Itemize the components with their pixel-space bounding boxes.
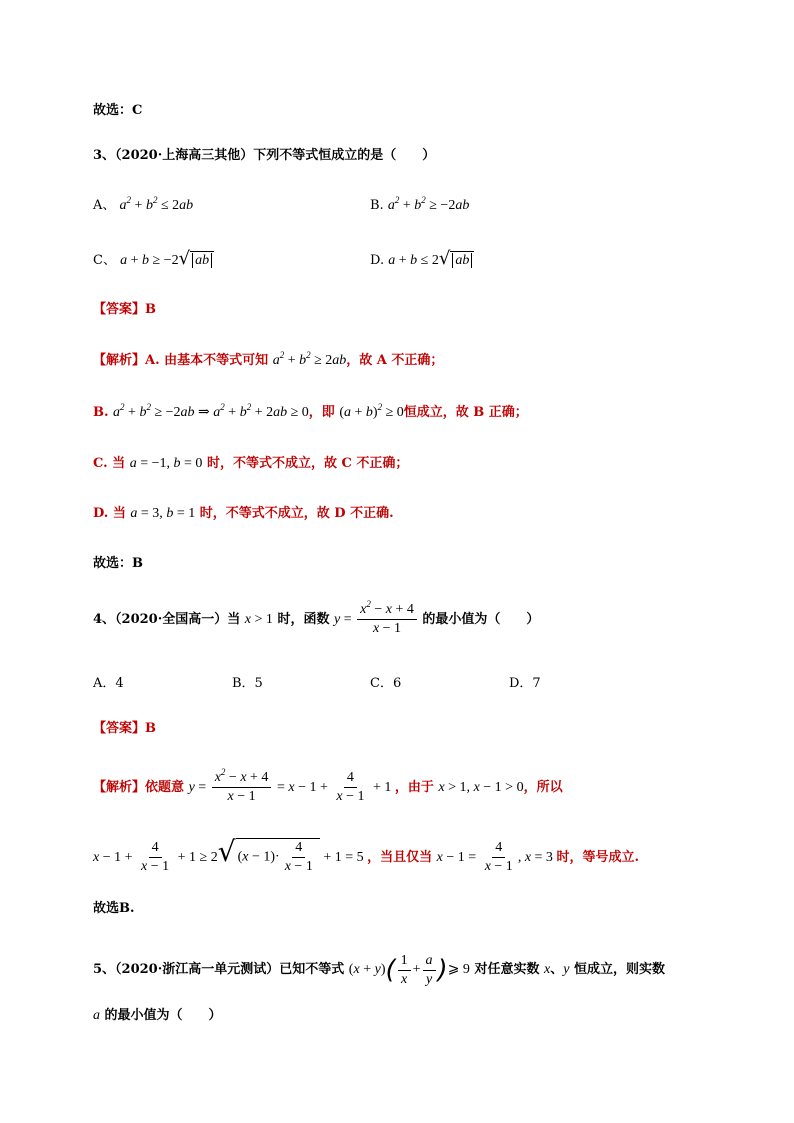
q3-option-c: C、 a + b ≥ −2√ ab — [93, 248, 214, 272]
q3-analysis-a-formula: $a^2 + b^2 \ge 2ab$ — [272, 350, 347, 368]
q4-option-c: C．6 — [370, 676, 402, 691]
q4-function: y = $\frac{x^2 - x + 4}{x - 1}$ — [334, 612, 422, 627]
q4-condition: x > 1 — [244, 612, 273, 627]
q3-option-b: B. $a^2 + b^2 \ge -2ab$ — [370, 195, 470, 213]
q5-inequality: (x + y)( $\frac{1}{x}$ + $\frac{a}{y}$ )⩾ 9 — [348, 952, 470, 987]
q3-analysis-a: 【解析】A. 由基本不等式可知 $a^2 + b^2 \ge 2ab$，故 A 不正确； — [93, 350, 444, 368]
q3-option-b-formula: $a^2 + b^2 \ge -2ab$ — [387, 195, 470, 213]
q5-var-y: y — [563, 962, 570, 978]
q3-option-a-formula: $a^2 + b^2 \le 2ab$ — [119, 195, 194, 213]
q4-choice: 故选B. — [93, 901, 135, 916]
q3-stem: 3、（2020·上海高三其他）下列不等式恒成立的是（ ） — [93, 148, 436, 163]
q4-answer: 【答案】B — [93, 721, 156, 736]
q5-var-x: x — [544, 962, 551, 978]
q4-option-a: A．4 — [93, 676, 124, 691]
q4-analysis-formula2: x − 1 + $\frac{4}{x - 1}$ + 1 ≥ 2√ (x − 1)· $\frac{4}{x - 1}$ + 1 = 5 — [93, 835, 364, 875]
q3-analysis-b: B. $a^2 + b^2 \ge -2ab$ ⇒ $a^2 + b^2 + 2ab \ge 0$，即 $(a + b)^2 \ge 0$恒成立，故 B 正确； — [93, 402, 528, 420]
q4-stem: 4、（2020·全国高一）当 x > 1 时，函数 y = $\frac{x^2 - x + 4}{x - 1}$ 的最小值为（ ） — [93, 599, 540, 637]
q4-analysis-line1: 【解析】依题意 y = $\frac{x^2 - x + 4}{x - 1}$ = x − 1 + $\frac{4}{x - 1}$ + 1 ，由于 x > 1, x − 1 > 0，所以 — [93, 767, 563, 805]
q3-analysis-c: C. 当 a = −1, b = 0 时，不等式不成立，故 C 不正确； — [93, 456, 409, 471]
prev-answer-choice: 故选：C — [93, 103, 143, 118]
q3-choice: 故选：B — [93, 556, 143, 571]
q4-option-d: D．7 — [509, 676, 541, 691]
q3-analysis-b-square: $(a + b)^2 \ge 0$ — [339, 402, 404, 420]
q3-analysis-d-formula: a = 3, b = 1 — [130, 506, 196, 521]
q4-analysis-line2: x − 1 + $\frac{4}{x - 1}$ + 1 ≥ 2√ (x − 1)· $\frac{4}{x - 1}$ + 1 = 5 ，当且仅当 x − 1 = $\frac{4}{x - 1}$ , x = 3 时，等号成立. — [93, 835, 639, 875]
q5-stem: 5、（2020·浙江高一单元测试）已知不等式 (x + y)( $\frac{1}{x}$ + $\frac{a}{y}$ )⩾ 9 对任意实数 x、y 恒成立，则实数 — [93, 952, 666, 987]
q4-analysis-condition: x > 1, x − 1 > 0 — [438, 780, 524, 795]
q3-analysis-d: D. 当 a = 3, b = 1 时，不等式不成立，故 D 不正确. — [93, 506, 394, 521]
q3-option-d-formula: a + b ≤ 2√ ab — [388, 253, 474, 268]
q3-analysis-c-formula: a = −1, b = 0 — [129, 456, 203, 471]
q5-var-a: a — [93, 1008, 100, 1023]
q4-analysis-equality: x − 1 = $\frac{4}{x - 1}$ , x = 3 — [436, 840, 553, 875]
q3-answer: 【答案】B — [93, 302, 156, 317]
q3-analysis-b-formula: $a^2 + b^2 \ge -2ab$ ⇒ $a^2 + b^2 + 2ab \ge 0$ — [113, 402, 309, 420]
q3-option-c-formula: a + b ≥ −2√ ab — [120, 253, 214, 268]
q3-option-d: D. a + b ≤ 2√ ab — [370, 248, 474, 272]
q4-option-b: B．5 — [232, 676, 263, 691]
q5-stem-line2: a 的最小值为（ ） — [93, 1008, 222, 1023]
q4-analysis-formula1: y = $\frac{x^2 - x + 4}{x - 1}$ = x − 1 + $\frac{4}{x - 1}$ + 1 — [188, 767, 392, 805]
q3-option-a: A、 $a^2 + b^2 \le 2ab$ — [93, 195, 194, 213]
